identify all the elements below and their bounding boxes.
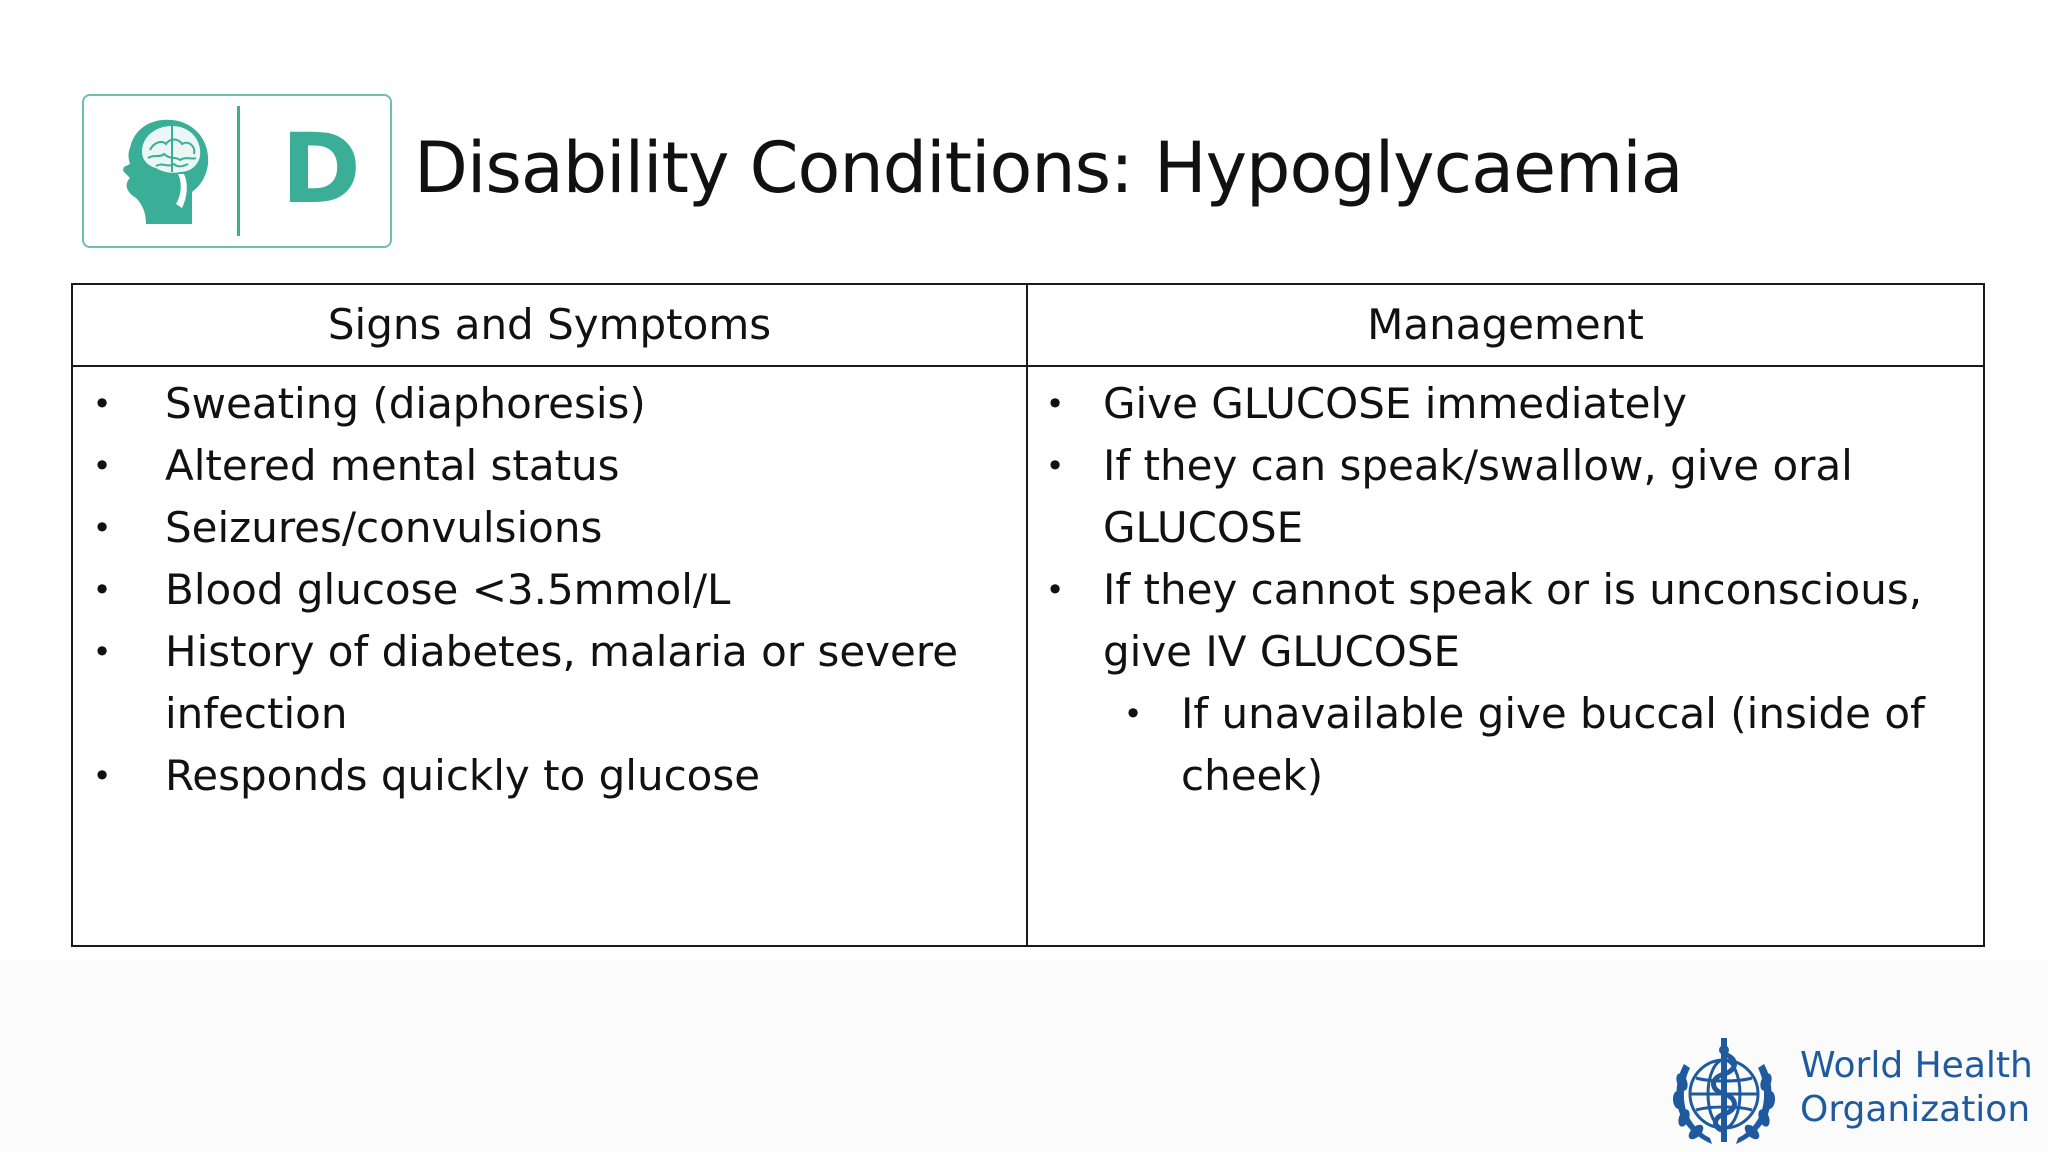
header-signs: Signs and Symptoms bbox=[327, 300, 772, 349]
brain-head-icon bbox=[116, 112, 216, 232]
list-item bbox=[1028, 559, 1983, 683]
bullet-icon: • bbox=[92, 447, 112, 485]
list-item bbox=[1028, 435, 1983, 559]
list-item-text: Blood glucose <3.5mmol/L bbox=[165, 565, 731, 614]
list-item bbox=[73, 435, 1026, 497]
badge-letter: D bbox=[281, 113, 361, 225]
page-title: Disability Conditions: Hypoglycaemia bbox=[414, 127, 1683, 209]
who-name-line1: World Health bbox=[1800, 1045, 2033, 1086]
list-item-text: If unavailable give buccal (inside of cheek) bbox=[1181, 689, 1925, 800]
bullet-icon: • bbox=[1045, 447, 1065, 485]
list-item-text: Sweating (diaphoresis) bbox=[165, 379, 646, 428]
bullet-icon: • bbox=[1123, 695, 1143, 733]
management-list bbox=[1028, 373, 1983, 807]
sub-list-item bbox=[1028, 683, 1983, 807]
badge-divider bbox=[237, 106, 240, 236]
bullet-icon: • bbox=[92, 571, 112, 609]
bullet-icon: • bbox=[92, 509, 112, 547]
bullet-icon: • bbox=[92, 757, 112, 795]
who-logo bbox=[1660, 1034, 2040, 1152]
table-header-divider bbox=[73, 365, 1983, 367]
list-item bbox=[73, 497, 1026, 559]
who-emblem-icon bbox=[1660, 1034, 1788, 1152]
list-item bbox=[73, 373, 1026, 435]
bullet-icon: • bbox=[92, 633, 112, 671]
bullet-icon: • bbox=[1045, 385, 1065, 423]
list-item-text: Responds quickly to glucose bbox=[165, 751, 761, 800]
list-item-text: Seizures/convulsions bbox=[165, 503, 603, 552]
disability-badge bbox=[82, 94, 392, 248]
list-item-text: History of diabetes, malaria or severe infection bbox=[165, 627, 959, 738]
list-item bbox=[73, 745, 1026, 807]
who-name bbox=[1800, 1044, 2033, 1132]
header-management: Management bbox=[1367, 300, 1644, 349]
signs-list bbox=[73, 373, 1026, 807]
list-item-text: Give GLUCOSE immediately bbox=[1103, 379, 1688, 428]
list-item bbox=[73, 621, 1026, 745]
bullet-icon: • bbox=[92, 385, 112, 423]
bullet-icon: • bbox=[1045, 571, 1065, 609]
list-item bbox=[1028, 373, 1983, 435]
list-item-text: If they can speak/swallow, give oral GLUCOSE bbox=[1103, 441, 1853, 552]
list-item-text: If they cannot speak or is unconscious, give IV GLUCOSE bbox=[1103, 565, 1923, 676]
list-item bbox=[73, 559, 1026, 621]
list-item-text: Altered mental status bbox=[165, 441, 620, 490]
conditions-table bbox=[71, 283, 1985, 947]
who-name-line2: Organization bbox=[1800, 1089, 2031, 1130]
